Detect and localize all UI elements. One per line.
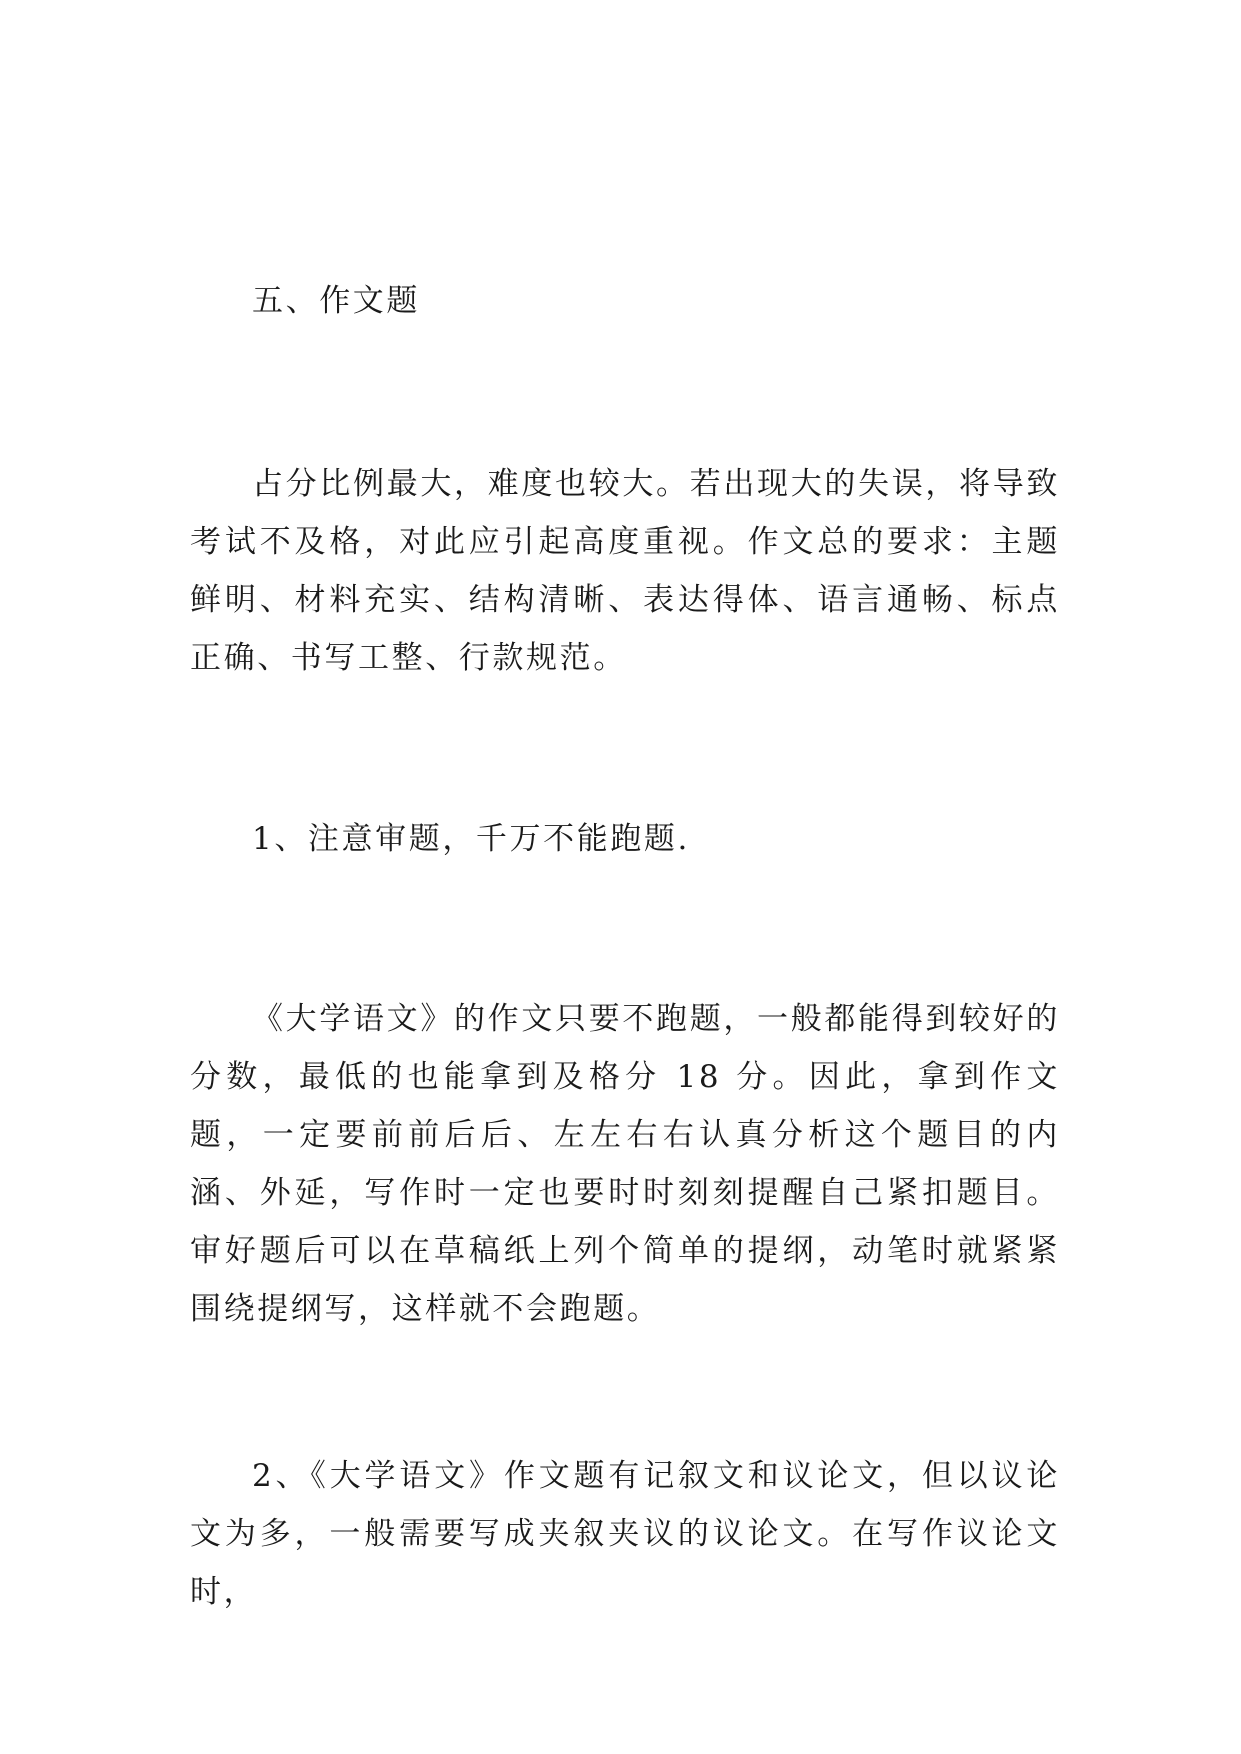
point-1-heading: 1、注意审题，千万不能跑题.	[252, 821, 690, 857]
point-2-paragraph: 2、《大学语文》作文题有记叙文和议论文，但以议论文为多，一般需要写成夹叙夹议的议论文。在写作议论文时，	[190, 1458, 1060, 1610]
section-heading: 五、作文题	[252, 283, 420, 319]
intro-paragraph: 占分比例最大，难度也较大。若出现大的失误，将导致考试不及格，对此应引起高度重视。作文总的要求：主题鲜明、材料充实、结构清晰、表达得体、语言通畅、标点正确、书写工整、行款规范。	[190, 466, 1060, 676]
point-1-paragraph: 《大学语文》的作文只要不跑题，一般都能得到较好的分数，最低的也能拿到及格分 18 分。因此，拿到作文题，一定要前前后后、左左右右认真分析这个题目的内涵、外延，写作时一定也要时时刻刻提醒自己紧扣题目。审好题后可以在草稿纸上列个简单的提纲，动笔时就紧紧围绕提纲写，这样就不会跑题。	[190, 1001, 1060, 1327]
